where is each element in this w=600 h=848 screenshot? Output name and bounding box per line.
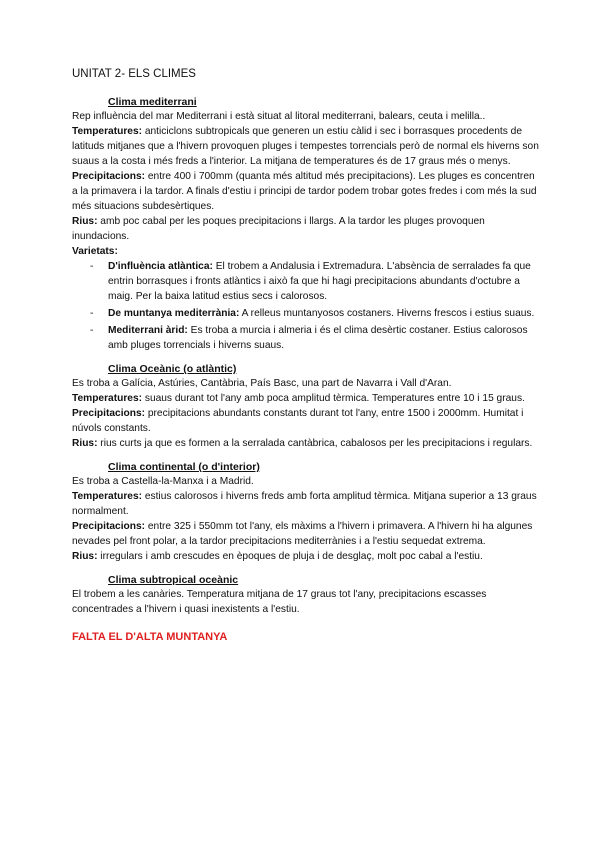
section-continental	[72, 461, 542, 564]
temp-text: suaus durant tot l'any amb poca amplitud tèrmica. Temperatures entre 10 i 15 graus.	[142, 393, 525, 404]
list-item	[90, 259, 542, 304]
list-dash: -	[90, 325, 94, 336]
temp-label: Temperatures:	[72, 491, 143, 502]
continental-intro: Es troba a Castella-la-Manxa i a Madrid.	[72, 476, 254, 487]
varietat-text: El trobem a Andalusia i Extremadura. L'absència de serralades fa que entrin borrasques i fronts atlàntics i això fa que hi hagi precipitacions abundants d'octubre a maig. Per la baixa latitud estius secs i calorosos.	[108, 261, 531, 302]
continental-rius	[72, 549, 542, 564]
rius-text: amb poc cabal per les poques precipitacions i llargs. A la tardor les pluges provoquen inundacions.	[72, 216, 485, 242]
varietat-label: Mediterrani àrid:	[108, 325, 188, 336]
subtropical-intro: El trobem a les canàries. Temperatura mitjana de 17 graus tot l'any, precipitacions escasses concentrades a l'hivern i quasi inexistents a l'estiu.	[72, 589, 487, 615]
mediterrani-precipitacions	[72, 169, 542, 214]
oceanic-intro: Es troba a Galícia, Astúries, Cantàbria, País Basc, una part de Navarra i Vall d'Aran.	[72, 378, 452, 389]
prec-text: entre 325 i 550mm tot l'any, els màxims a l'hivern i primavera. A l'hivern hi ha algunes nevades pel front polar, a la tardor precipitacions mediterrànies i a l'estiu sequedat extrema.	[72, 521, 533, 547]
oceanic-precipitacions	[72, 406, 542, 436]
list-item	[90, 323, 542, 353]
heading-mediterrani: Clima mediterrani	[108, 96, 197, 108]
oceanic-rius	[72, 436, 542, 451]
temp-text: anticiclons subtropicals que generen un estiu càlid i sec i borrasques procedents de latituds mitjanes que a l'hivern provoquen pluges i tempestes torrencials però de normal els hiverns son suaus a la costa i més freds a l'interior. La mitjana de temperatures és de 17 graus més o menys.	[72, 126, 539, 167]
varietat-text: A relleus muntanyosos costaners. Hiverns frescos i estius suaus.	[239, 308, 535, 319]
heading-subtropical: Clima subtropical oceànic	[108, 574, 239, 586]
varietat-label: De muntanya mediterrània:	[108, 308, 240, 319]
varietat-label: D'influència atlàntica:	[108, 261, 213, 272]
heading-continental: Clima continental (o d'interior)	[108, 461, 260, 473]
section-mediterrani	[72, 96, 542, 353]
varietats-label: Varietats:	[72, 246, 118, 257]
varietat-text: Es troba a murcia i almeria i és el clima desèrtic costaner. Estius calorosos amb pluges torrencials i hiverns suaus.	[108, 325, 528, 351]
list-dash: -	[90, 308, 94, 319]
continental-precipitacions	[72, 519, 542, 549]
list-item	[90, 306, 542, 321]
prec-label: Precipitacions:	[72, 521, 146, 532]
rius-text: irregulars i amb crescudes en èpoques de pluja i de desglaç, molt poc cabal a l'estiu.	[97, 551, 483, 562]
mediterrani-temperatures	[72, 124, 542, 169]
temp-text: estius calorosos i hiverns freds amb forta amplitud tèrmica. Mitjana superior a 13 graus normalment.	[72, 491, 537, 517]
temp-label: Temperatures:	[72, 126, 143, 137]
missing-section-warning: FALTA EL D'ALTA MUNTANYA	[72, 631, 228, 643]
rius-label: Rius:	[72, 216, 98, 227]
prec-label: Precipitacions:	[72, 171, 146, 182]
prec-text: entre 400 i 700mm (quanta més altitud més precipitacions). Les pluges es concentren a la primavera i la tardor. A finals d'estiu i principi de tardor podem trobar gotes fredes i com més la sud més situacions subdesèrtiques.	[72, 171, 537, 212]
continental-temperatures	[72, 489, 542, 519]
rius-label: Rius:	[72, 551, 98, 562]
document-title: UNITAT 2- ELS CLIMES	[72, 68, 196, 80]
heading-oceanic: Clima Oceànic (o atlàntic)	[108, 363, 237, 375]
list-dash: -	[90, 261, 94, 272]
section-oceanic	[72, 363, 542, 451]
rius-text: rius curts ja que es formen a la serralada cantàbrica, cabalosos per les precipitacions i regulars.	[97, 438, 533, 449]
prec-text: precipitacions abundants constants durant tot l'any, entre 1500 i 2000mm. Humitat i núvols constants.	[72, 408, 524, 434]
mediterrani-rius	[72, 214, 542, 244]
mediterrani-intro: Rep influència del mar Mediterrani i està situat al litoral mediterrani, balears, ceuta i melilla..	[72, 111, 486, 122]
section-subtropical	[72, 574, 542, 617]
oceanic-temperatures	[72, 391, 542, 406]
varietats-list	[90, 259, 542, 353]
rius-label: Rius:	[72, 438, 98, 449]
prec-label: Precipitacions:	[72, 408, 146, 419]
temp-label: Temperatures:	[72, 393, 143, 404]
